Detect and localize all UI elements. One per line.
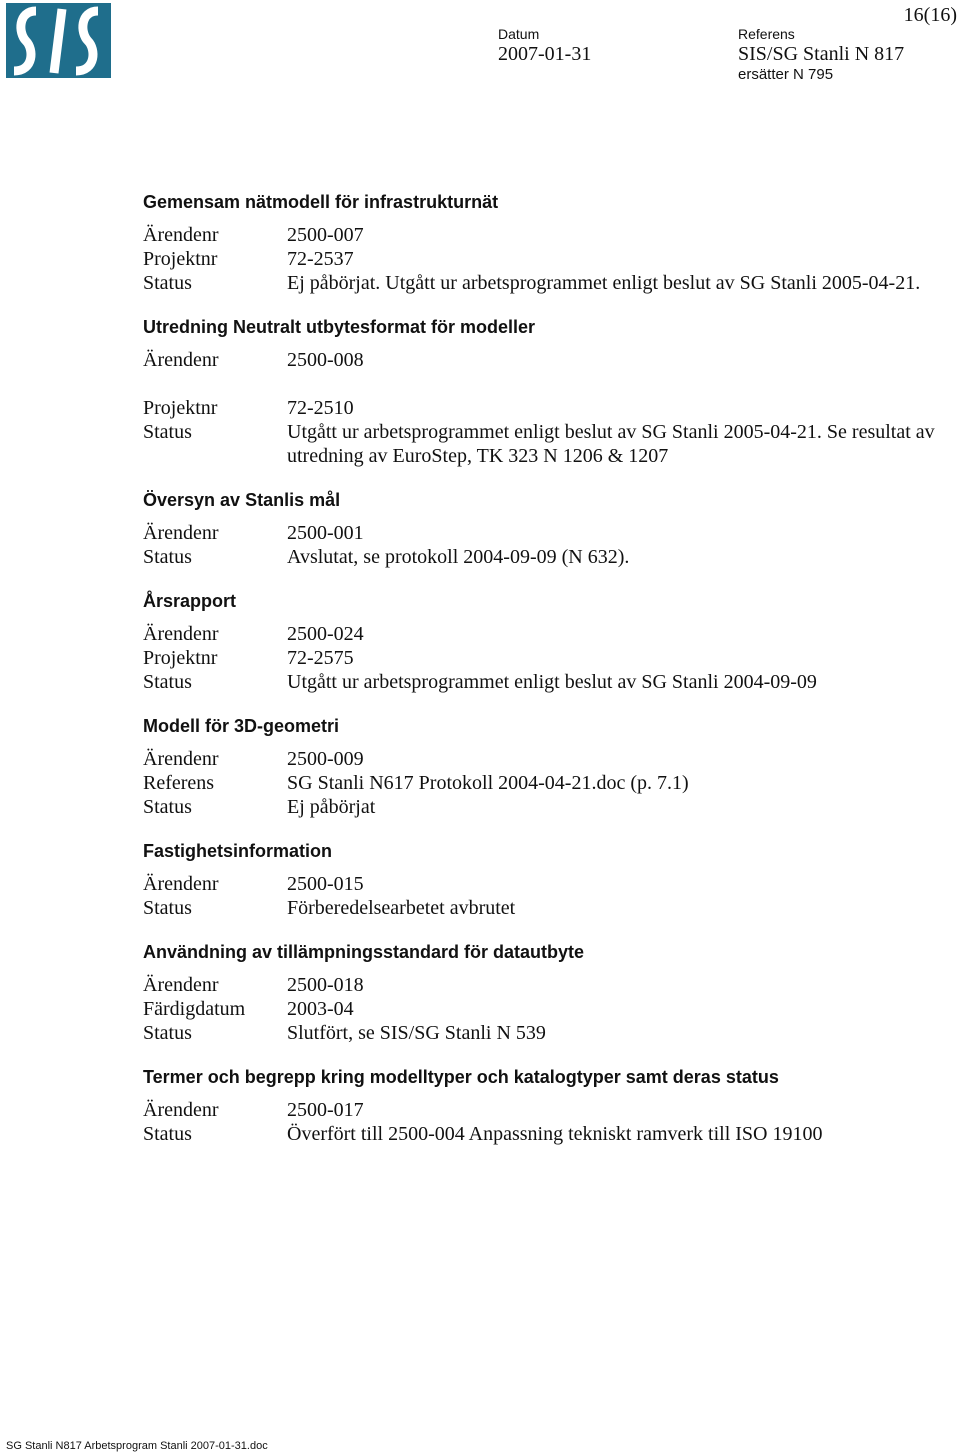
section-title: Översyn av Stanlis mål <box>143 490 341 510</box>
field-value: 2500-008 <box>287 349 364 371</box>
field-label: Ärendenr <box>143 522 219 544</box>
field-row <box>143 545 960 569</box>
field-row <box>143 1122 960 1146</box>
field-value: 2500-001 <box>287 522 364 544</box>
section-title: Användning av tillämpningsstandard för datautbyte <box>143 942 585 962</box>
field-label: Ärendenr <box>143 873 219 895</box>
section-title: Årsrapport <box>143 591 237 611</box>
section-gemensam-natmodell <box>143 189 960 295</box>
section-termer-och-begrepp <box>143 1064 960 1146</box>
field-row <box>143 521 960 545</box>
field-value: 72-2575 <box>287 647 354 669</box>
field-value: Ej påbörjat. Utgått ur arbetsprogrammet enligt beslut av SG Stanli 2005-04-21. <box>287 272 921 294</box>
footer-filename: SG Stanli N817 Arbetsprogram Stanli 2007-01-31.doc <box>6 1440 268 1452</box>
field-label: Projektnr <box>143 397 218 419</box>
section-title: Utredning Neutralt utbytesformat för modeller <box>143 317 536 337</box>
field-value: 2500-007 <box>287 224 364 246</box>
field-label: Status <box>143 272 192 294</box>
field-label: Status <box>143 546 192 568</box>
field-label: Status <box>143 671 192 693</box>
field-label: Ärendenr <box>143 623 219 645</box>
field-value: Avslutat, se protokoll 2004-09-09 (N 632). <box>287 546 630 568</box>
field-label: Ärendenr <box>143 974 219 996</box>
field-row <box>143 973 960 997</box>
field-value: 2500-015 <box>287 873 364 895</box>
field-value: 2500-024 <box>287 623 364 645</box>
section-title: Gemensam nätmodell för infrastrukturnät <box>143 192 499 212</box>
field-row <box>143 420 960 468</box>
field-label: Ärendenr <box>143 224 219 246</box>
date-value: 2007-01-31 <box>498 43 592 65</box>
field-row <box>143 622 960 646</box>
field-value: 2500-017 <box>287 1099 364 1121</box>
replaces-note: ersätter N 795 <box>738 66 834 83</box>
field-label: Status <box>143 1123 192 1145</box>
field-row <box>143 247 960 271</box>
field-label: Färdigdatum <box>143 998 246 1020</box>
field-value: Slutfört, se SIS/SG Stanli N 539 <box>287 1022 546 1044</box>
field-label: Status <box>143 796 192 818</box>
field-row <box>143 795 960 819</box>
field-label: Ärendenr <box>143 349 219 371</box>
field-row <box>143 670 960 694</box>
field-row <box>143 1098 960 1122</box>
field-value: 2500-009 <box>287 748 364 770</box>
field-label: Referens <box>143 772 215 794</box>
section-fastighetsinformation <box>143 838 960 920</box>
date-label: Datum <box>498 26 540 42</box>
section-title: Termer och begrepp kring modelltyper och katalogtyper samt deras status <box>143 1067 779 1087</box>
field-value: Ej påbörjat <box>287 796 376 818</box>
reference-value: SIS/SG Stanli N 817 <box>738 43 905 65</box>
field-label: Status <box>143 421 192 443</box>
document-body <box>143 189 960 1165</box>
field-label: Status <box>143 1022 192 1044</box>
section-arsrapport <box>143 588 960 694</box>
field-value: Överfört till 2500-004 Anpassning tekniskt ramverk till ISO 19100 <box>287 1123 823 1145</box>
field-value: Utgått ur arbetsprogrammet enligt beslut av SG Stanli 2004-09-09 <box>287 671 817 693</box>
field-value: 72-2510 <box>287 397 354 419</box>
section-modell-3d-geometri <box>143 713 960 819</box>
section-anvandning-tillampningsstandard <box>143 939 960 1045</box>
field-row <box>143 1021 960 1045</box>
field-row <box>143 271 960 295</box>
reference-label: Referens <box>738 26 795 42</box>
field-row <box>143 771 960 795</box>
field-row <box>143 223 960 247</box>
field-value: 72-2537 <box>287 248 354 270</box>
field-row <box>143 997 960 1021</box>
field-row <box>143 872 960 896</box>
field-row <box>143 348 960 372</box>
sis-logo-graphic <box>6 3 111 78</box>
section-utredning-utbytesformat <box>143 314 960 468</box>
field-value: Utgått ur arbetsprogrammet enligt beslut av SG Stanli 2005-04-21. Se resultat av utredning av EuroStep, TK 323 N 1206 & 1207 <box>287 421 935 467</box>
field-label: Ärendenr <box>143 1099 219 1121</box>
field-row <box>143 896 960 920</box>
sis-logo <box>6 3 111 78</box>
page-number: 16(16) <box>903 4 957 26</box>
field-value: 2500-018 <box>287 974 364 996</box>
section-title: Fastighetsinformation <box>143 841 333 861</box>
field-label: Ärendenr <box>143 748 219 770</box>
field-label: Projektnr <box>143 647 218 669</box>
section-oversyn-stanlis-mal <box>143 487 960 569</box>
field-label: Status <box>143 897 192 919</box>
field-row <box>143 646 960 670</box>
field-value: SG Stanli N617 Protokoll 2004-04-21.doc (p. 7.1) <box>287 772 689 794</box>
section-title: Modell för 3D-geometri <box>143 716 340 736</box>
field-row <box>143 396 960 420</box>
field-value: Förberedelsearbetet avbrutet <box>287 897 516 919</box>
field-row <box>143 747 960 771</box>
field-value: 2003-04 <box>287 998 354 1020</box>
field-label: Projektnr <box>143 248 218 270</box>
